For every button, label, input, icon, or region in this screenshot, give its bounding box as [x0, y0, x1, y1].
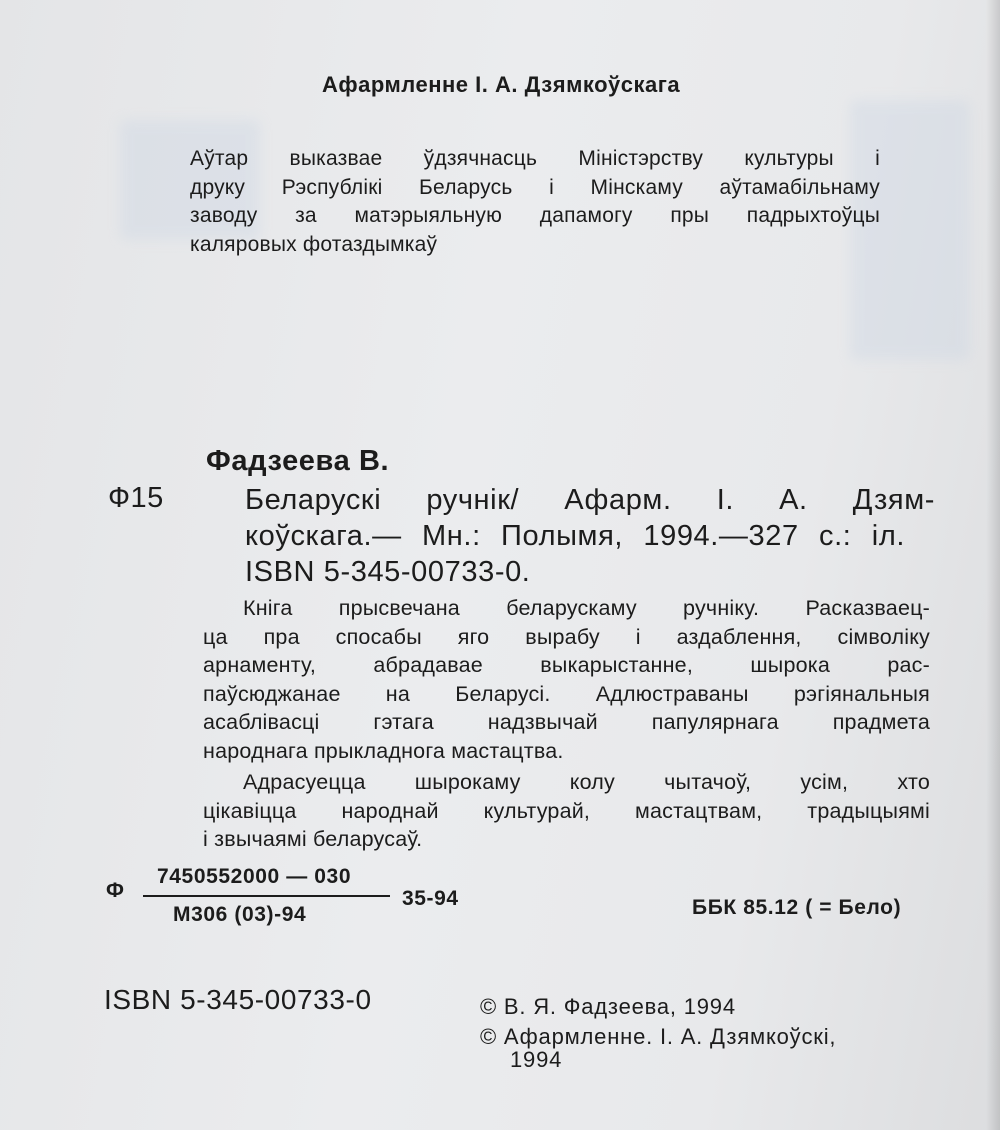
acknowledgement-line: заводу за матэрыяльную дапамогу пры падрыхтоўцы: [190, 204, 880, 227]
annotation-line: народнага прыкладнога мастацтва.: [203, 738, 564, 763]
bibliographic-title-line: Беларускі ручнік/ Афарм. І. А. Дзям-: [245, 484, 935, 516]
annotation-paragraph-1: [203, 594, 930, 765]
annotation-paragraph-2: [203, 768, 930, 854]
annotation-line: арнаменту, абрадавае выкарыстанне, шырока рас-: [203, 653, 930, 677]
index-numerator: 7450552000 — 030: [157, 865, 352, 888]
acknowledgement-line: каляровых фотаздымкаў: [190, 232, 438, 256]
index-denominator: М306 (03)-94: [173, 903, 307, 926]
acknowledgement-line: друку Рэспублікі Беларусь і Мінскаму аўтамабільнаму: [190, 175, 880, 199]
copyright-author: © В. Я. Фадзеева, 1994: [480, 994, 736, 1019]
annotation-line: Адрасуецца шырокаму колу чытачоў, усім, хто: [243, 770, 930, 794]
footer-isbn: ISBN 5-345-00733-0: [104, 984, 372, 1015]
acknowledgement: [190, 145, 880, 259]
annotation-line: паўсюджанае на Беларусі. Адлюстраваны рэгіянальныя: [203, 681, 930, 706]
annotation-line: цікавіцца народнай культурай, мастацтвам, традыцыямі: [203, 798, 930, 823]
bbk-code: ББК 85.12 ( = Бело): [692, 896, 902, 919]
acknowledgement-line: Аўтар выказвае ўдзячнасць Міністэрству культуры і: [190, 147, 880, 170]
annotation-line: ца пра спосабы яго вырабу і аздаблення, сімволіку: [203, 624, 930, 649]
copyright-design: © Афармленне. І. А. Дзямкоўскі,: [480, 1024, 837, 1049]
design-credit: Афармленне І. А. Дзямкоўскага: [322, 72, 681, 97]
copyright-design-year: 1994: [510, 1047, 563, 1072]
bibliographic-imprint-line: коўскага.— Мн.: Полымя, 1994.—327 с.: іл.: [245, 520, 905, 552]
index-suffix: 35-94: [402, 887, 459, 910]
page-edge-shadow: [986, 0, 1000, 1130]
annotation-line: Кніга прысвечана беларускаму ручніку. Расказваец-: [243, 596, 930, 620]
classification-code: Ф15: [108, 482, 164, 514]
author-name: Фадзеева В.: [206, 445, 390, 477]
annotation-line: асаблівасці гэтага надзвычай папулярнага прадмета: [203, 710, 930, 734]
annotation-line: і звычаямі беларусаў.: [203, 827, 423, 851]
index-prefix: Ф: [106, 879, 125, 902]
bibliographic-isbn: ISBN 5-345-00733-0.: [245, 556, 531, 588]
fraction-rule: [143, 895, 390, 897]
